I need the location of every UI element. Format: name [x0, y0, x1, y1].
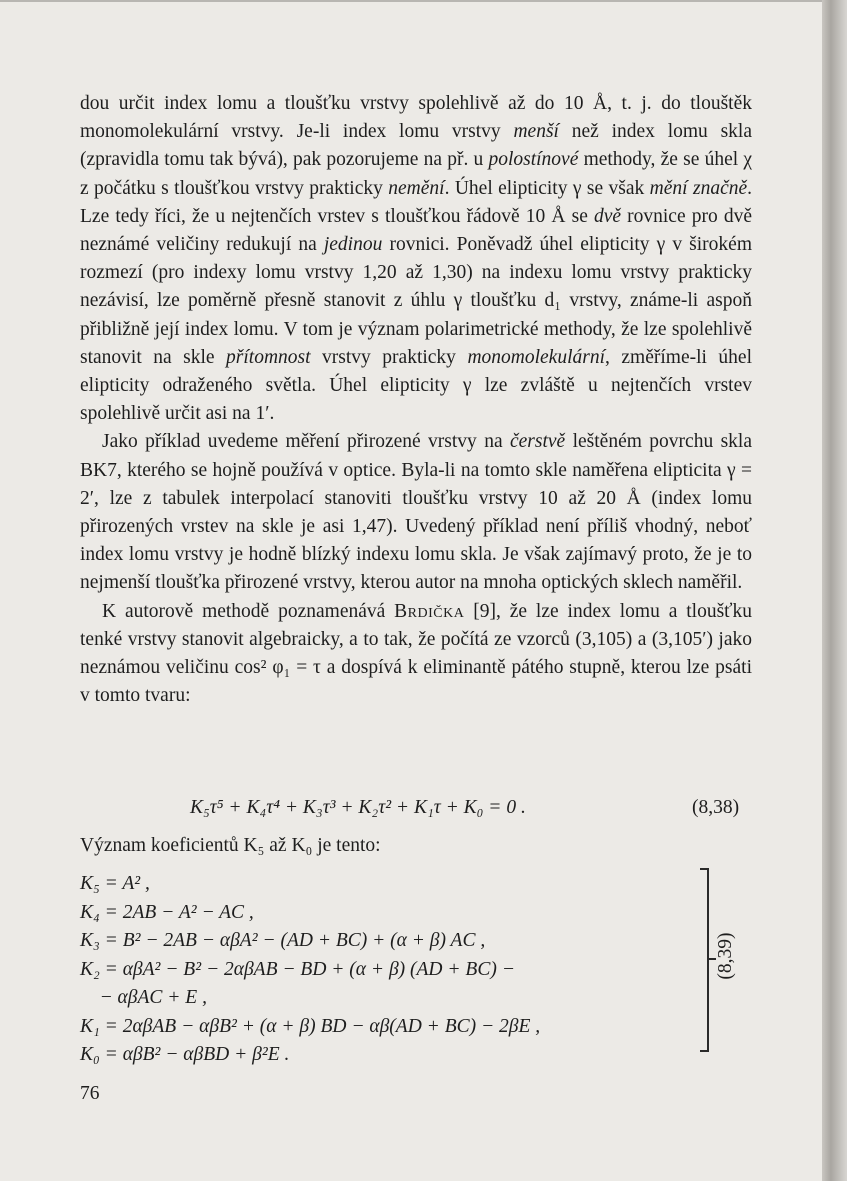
paragraph-1: dou určit index lomu a tloušťku vrstvy spolehlivě až do 10 Å, t. j. do tlouštěk monomolekulární vrstvy. Je-li index lomu vrstvy menší než index lomu skla (zpravidla tomu tak bývá), pak pozorujeme na př. u polostínové methody, že se úhel χ z počátku s tloušťkou vrstvy prakticky nemění. Úhel elipticity γ se však mění značně. Lze tedy říci, že u nejtenčích vrstev s tloušťkou řádově 10 Å se dvě rovnice pro dvě neznámé veličiny redukují na jedinou rovnici. Poněvadž úhel elipticity γ v širokém rozmezí (pro indexy lomu vrstvy 1,20 až 1,30) na indexu lomu vrstvy prakticky nezávisí, lze poměrně přesně stanovit z úhlu γ tloušťku d₁ vrstvy, známe-li aspoň přibližně její index lomu. V tom je význam polarimetrické methody, že lze spolehlivě stanovit na skle přítomnost vrstvy prakticky monomolekulární, změříme-li úhel elipticity odraženého světla. Úhel elipticity γ lze zvláště u nejtenčích vrstev spolehlivě určit asi na 1′.: [80, 93, 752, 425]
paragraph-2: Jako příklad uvedeme měření přirozené vrstvy na čerstvě leštěném povrchu skla BK7, kterého se hojně používá v optice. Byla-li na tomto skle naměřena elipticita γ = 2′, lze z tabulek interpolací stanoviti tloušťku vrstvy 10 až 20 Å (index lomu přirozených vrstev na skle je asi 1,47). Uvedený příklad není příliš vhodný, neboť index lomu vrstvy je hodně blízký indexu lomu skla. Je však zajímavý proto, že je to nejmenší tloušťka přirozené vrstvy, kterou autor na mnoha optických sklech naměřil.: [80, 431, 752, 594]
coefficient-row: K₀ = αβB² − αβBD + β²E .: [80, 1044, 290, 1065]
equation-number-8-38: (8,38): [692, 797, 740, 818]
coefficient-row: K₁ = 2αβAB − αβB² + (α + β) BD − αβ(AD + BC) − 2βE ,: [80, 1015, 541, 1037]
system-brace-bottom: [700, 1050, 709, 1052]
book-gutter: [822, 0, 847, 1181]
coefficients-intro: Význam koeficientů K₅ až K₀ je tento:: [80, 835, 381, 856]
coefficient-row: K₃ = B² − 2AB − αβA² − (AD + BC) + (α + β) AC ,: [80, 930, 486, 951]
body-text: [80, 90, 752, 710]
coefficient-row: K₄ = 2AB − A² − AC ,: [80, 901, 254, 923]
page-number: 76: [80, 1083, 100, 1104]
system-brace: [707, 868, 709, 1052]
coefficient-row: K₅ = A² ,: [80, 873, 150, 894]
paragraph-3: K autorově methodě poznamenává Brdička [9], že lze index lomu a tloušťku tenké vrstvy stanovit algebraicky, a to tak, že počítá ze vzorců (3,105) a (3,105′) jako neznámou veličinu cos² φ₁ = τ a dospívá k eliminantě pátého stupně, kterou lze psáti v tomto tvaru:: [80, 600, 752, 707]
coefficient-row-continuation: − αβAC + E ,: [80, 987, 207, 1008]
system-brace-top: [700, 868, 709, 870]
equation-8-38: K₅τ⁵ + K₄τ⁴ + K₃τ³ + K₂τ² + K₁τ + K₀ = 0 .: [190, 797, 526, 818]
equation-number-8-39: (8,39): [715, 932, 736, 980]
coefficient-row: K₂ = αβA² − B² − 2αβAB − BD + (α + β) (AD + BC) −: [80, 958, 515, 980]
coefficient-system: [80, 870, 720, 1070]
page-top-edge: [0, 0, 822, 2]
